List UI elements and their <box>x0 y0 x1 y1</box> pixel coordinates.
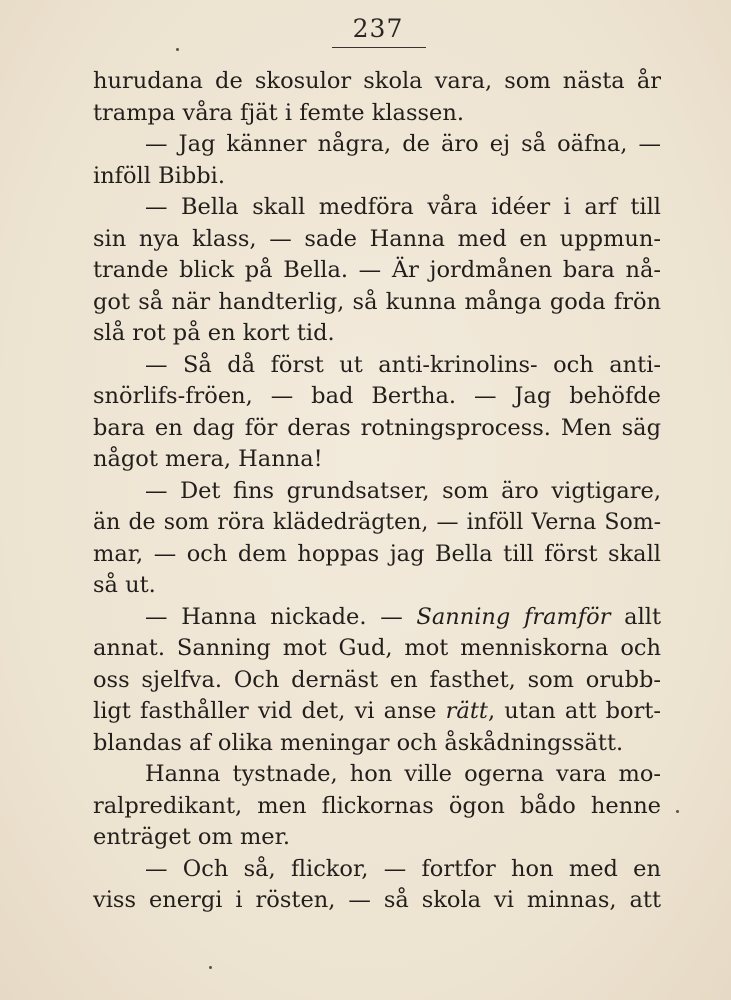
text-line: oss sjelfva. Och dernäst en fasthet, som orubb- <box>93 666 661 693</box>
text-line: trampa våra fjät i femte klassen. <box>93 99 465 126</box>
text-line: — Bella skall medföra våra idéer i arf till <box>145 194 661 220</box>
text-line: blandas af olika meningar och åskådningssätt. <box>93 729 624 756</box>
text-line: ralpredikant, men flickornas ögon bådo henne <box>93 792 661 819</box>
text-line: — Så då först ut anti-krinolins- och anti- <box>145 351 661 378</box>
text-line: något mera, Hanna! <box>93 446 323 472</box>
page-number: 237 <box>352 14 404 43</box>
text-line: ligt fasthåller vid det, vi anse rätt, utan att bort- <box>93 698 661 724</box>
text-line: — Det fins grundsatser, som äro vigtigare, <box>145 477 661 504</box>
paper-speck <box>676 810 679 813</box>
paper-speck <box>176 48 179 51</box>
text-line: annat. Sanning mot Gud, mot menniskorna och <box>93 635 661 661</box>
text-line: slå rot på en kort tid. <box>93 320 335 346</box>
body-text <box>93 66 661 917</box>
text-line: enträget om mer. <box>93 824 291 850</box>
text-line: — Och så, flickor, — fortfor hon med en <box>145 855 661 882</box>
text-line: trande blick på Bella. — Är jordmånen bara nå- <box>93 257 661 283</box>
text-line: Hanna tystnade, hon ville ogerna vara mo- <box>145 761 661 787</box>
text-line: snörlifs-fröen, — bad Bertha. — Jag behöfde <box>93 383 661 409</box>
text-line: got så när handterlig, så kunna många goda frön <box>93 288 661 315</box>
emphasized-word: rätt <box>445 698 488 724</box>
text-line: inföll Bibbi. <box>93 162 225 189</box>
page-number-rule <box>332 47 426 48</box>
emphasized-word: Sanning framför <box>416 603 611 630</box>
text-line: — Jag känner några, de äro ej så oäfna, — <box>145 131 661 157</box>
text-line: så ut. <box>93 572 156 598</box>
paper-speck <box>209 966 212 969</box>
text-line: viss energi i rösten, — så skola vi minnas, att <box>93 887 661 913</box>
text-line: bara en dag för deras rotningsprocess. Men säg <box>93 414 661 441</box>
text-line: än de som röra klädedrägten, — inföll Verna Som- <box>93 510 661 535</box>
text-line: mar, — och dem hoppas jag Bella till först skall <box>93 540 661 567</box>
text-line: — Hanna nickade. — Sanning framför allt <box>145 603 661 630</box>
text-line: hurudana de skosulor skola vara, som nästa år <box>93 68 661 94</box>
text-line: sin nya klass, — sade Hanna med en uppmun- <box>93 225 661 252</box>
